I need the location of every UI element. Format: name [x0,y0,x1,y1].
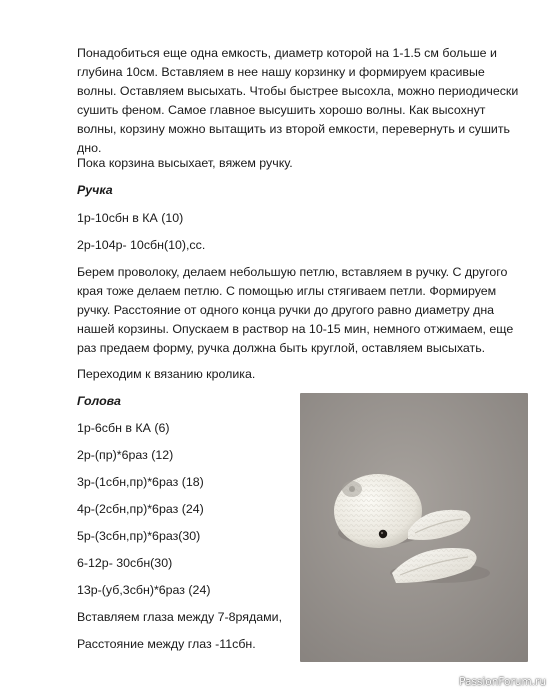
rabbit-eye [379,530,387,538]
head-row: 13р-(уб,3сбн)*6раз (24) [77,583,211,597]
head-row: 3р-(1сбн,пр)*6раз (18) [77,475,204,489]
head-row: 1р-6сбн в КА (6) [77,421,170,435]
head-row: 5р-(3сбн,пр)*6раз(30) [77,529,201,543]
head-heading: Голова [77,394,121,408]
watermark: PassionForum.ru [459,676,546,688]
head-row: Вставляем глаза между 7-8рядами, [77,610,283,624]
handle-paragraph: Берем проволоку, делаем небольшую петлю, вставляем в ручку. С другого края тоже делаем петлю. С помощью иглы стягиваем петли. Формируем ручку. Расстояние от одного конца ручки до другого равно диаметру дна нашей корзины. Опускаем в раствор на 10-15 мин, немного отжимаем, еще раз предаем форму, ручка должна быть круглой, оставляем высыхать. [77,265,514,355]
handle-row: 1р-10сбн в КА (10) [77,211,184,225]
handle-intro: Пока корзина высыхает, вяжем ручку. [77,156,293,170]
crochet-rabbit-photo [300,393,528,662]
head-row: Расстояние между глаз -11сбн. [77,637,256,651]
intro-paragraph: Понадобиться еще одна емкость, диаметр которой на 1-1.5 см больше и глубина 10см. Вставляем в нее нашу корзинку и формируем красивые волны. Оставляем высыхать. Чтобы быстрее высохла, можно периодически сушить феном. Самое главное высушить хорошо волны. Как высохнут волны, корзину можно вытащить из второй емкости, перевернуть и сушить дно. [77,46,519,155]
head-row: 2р-(пр)*6раз (12) [77,448,174,462]
handle-row: 2р-104р- 10сбн(10),сс. [77,238,206,252]
head-row: 4р-(2сбн,пр)*6раз (24) [77,502,204,516]
head-row: 6-12р- 30сбн(30) [77,556,173,570]
rabbit-intro: Переходим к вязанию кролика. [77,367,256,381]
handle-heading: Ручка [77,183,113,197]
